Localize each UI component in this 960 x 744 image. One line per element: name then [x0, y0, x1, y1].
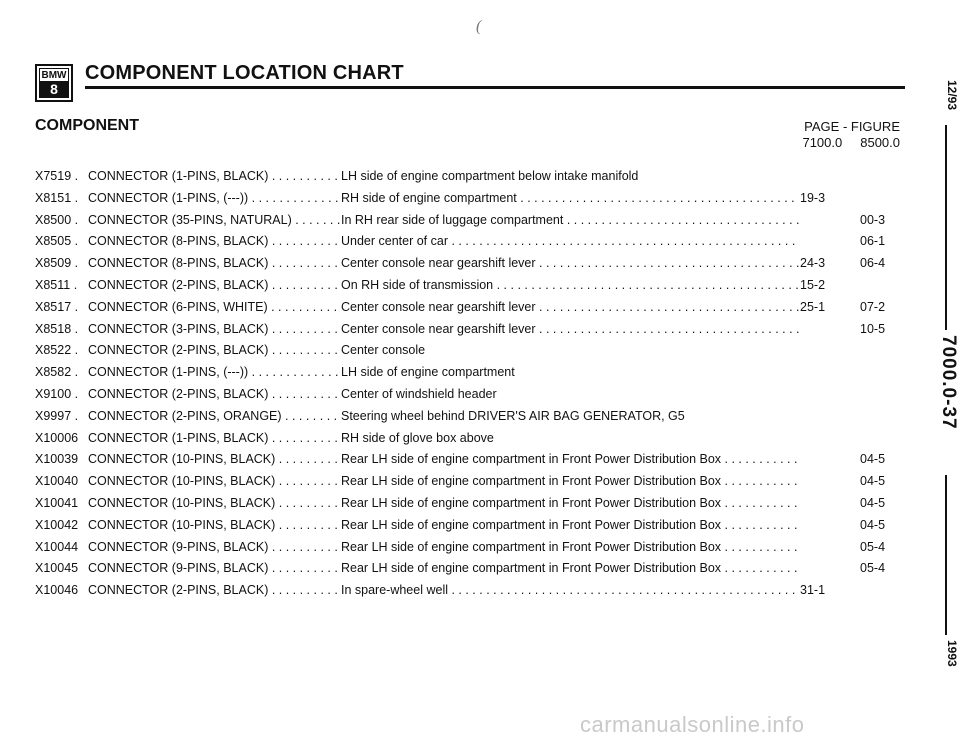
row-p2: 04-5 — [860, 452, 886, 467]
row-location: LH side of engine compartment — [341, 365, 515, 380]
page-figure-columns — [802, 135, 900, 151]
row-p1: 25-1 — [800, 299, 826, 314]
row-p2: 10-5 — [860, 321, 886, 336]
table-row — [35, 406, 905, 428]
title-rule — [85, 86, 905, 89]
table-row — [35, 537, 905, 559]
row-code: X10044 — [35, 539, 79, 554]
logo-series: 8 — [39, 81, 69, 98]
table-row — [35, 166, 905, 188]
row-component: CONNECTOR (9-PINS, BLACK) . . . — [88, 558, 340, 580]
row-location: On RH side of transmission . . . — [341, 275, 799, 297]
table-row — [35, 428, 905, 450]
row-code: X9997 . — [35, 408, 79, 423]
row-code: X8505 . — [35, 234, 79, 249]
row-location: Center console — [341, 343, 426, 358]
row-code: X10042 — [35, 517, 79, 532]
table-row — [35, 362, 905, 384]
table-row — [35, 558, 905, 580]
row-code: X8522 . — [35, 343, 79, 358]
row-component: CONNECTOR (1-PINS, (---)) . . . — [88, 188, 340, 210]
row-code: X8500 . — [35, 212, 79, 227]
row-component: CONNECTOR (10-PINS, BLACK) . . . — [88, 493, 340, 515]
side-page-id: 7000.0-37 — [938, 335, 959, 430]
table-row — [35, 449, 905, 471]
table-row — [35, 493, 905, 515]
bmw-logo — [35, 64, 73, 102]
table-row — [35, 188, 905, 210]
column-7100: 7100.0 — [802, 135, 843, 150]
row-location: Rear LH side of engine compartment in Front Power Distribution Box . . . — [341, 471, 799, 493]
row-location: Rear LH side of engine compartment in Front Power Distribution Box . . . — [341, 558, 799, 580]
table-row — [35, 384, 905, 406]
side-rule-bottom — [945, 475, 947, 635]
row-component: CONNECTOR (9-PINS, BLACK) . . . — [88, 537, 340, 559]
watermark: carmanualsonline.info — [580, 712, 805, 737]
row-location: Steering wheel behind DRIVER'S AIR BAG GENERATOR, G5 — [341, 408, 685, 423]
row-code: X9100 . — [35, 386, 79, 401]
row-code: X8517 . — [35, 299, 79, 314]
side-rule-top — [945, 125, 947, 330]
row-p1: 24-3 — [800, 256, 826, 271]
row-component: CONNECTOR (2-PINS, BLACK) . . . — [88, 580, 340, 602]
page-figure-header — [802, 119, 900, 151]
row-p1: 15-2 — [800, 277, 826, 292]
row-location: Center console near gearshift lever . . . — [341, 297, 799, 319]
row-location: Rear LH side of engine compartment in Front Power Distribution Box . . . — [341, 515, 799, 537]
row-p2: 05-4 — [860, 561, 886, 576]
row-component: CONNECTOR (2-PINS, BLACK) . . . — [88, 340, 340, 362]
row-location: RH side of glove box above — [341, 430, 494, 445]
row-location: In RH rear side of luggage compartment . . . — [341, 210, 799, 232]
row-p2: 06-4 — [860, 256, 886, 271]
side-date: 12/93 — [945, 80, 959, 111]
side-year: 1993 — [945, 640, 959, 667]
row-location: Center of windshield header — [341, 386, 497, 401]
row-component: CONNECTOR (10-PINS, BLACK) . . . — [88, 471, 340, 493]
row-code: X8509 . — [35, 256, 79, 271]
row-component: CONNECTOR (8-PINS, BLACK) . . . — [88, 231, 340, 253]
row-p2: 06-1 — [860, 234, 886, 249]
row-p1: 19-3 — [800, 190, 826, 205]
row-location: Center console near gearshift lever . . . — [341, 319, 799, 341]
logo-brand: BMW — [39, 68, 69, 82]
row-component: CONNECTOR (1-PINS, BLACK) . . . — [88, 166, 340, 188]
row-location: Rear LH side of engine compartment in Front Power Distribution Box . . . — [341, 493, 799, 515]
table-row — [35, 297, 905, 319]
table-row — [35, 340, 905, 362]
row-p2: 04-5 — [860, 474, 886, 489]
row-component: CONNECTOR (35-PINS, NATURAL) . . . — [88, 210, 340, 232]
row-p1: 31-1 — [800, 583, 826, 598]
table-row — [35, 231, 905, 253]
row-code: X10041 — [35, 495, 79, 510]
table-row — [35, 210, 905, 232]
table-row — [35, 515, 905, 537]
row-code: X7519 . — [35, 169, 79, 183]
row-code: X8582 . — [35, 365, 79, 380]
row-code: X8511 . — [35, 277, 78, 292]
table-row — [35, 580, 905, 602]
row-code: X10040 — [35, 474, 79, 489]
row-component: CONNECTOR (1-PINS, BLACK) . . . — [88, 428, 340, 450]
row-location: LH side of engine compartment below intake manifold — [341, 169, 639, 183]
row-code: X10045 — [35, 561, 79, 576]
row-component: CONNECTOR (2-PINS, BLACK) . . . — [88, 384, 340, 406]
component-column-header: COMPONENT — [35, 117, 139, 134]
row-location: Rear LH side of engine compartment in Front Power Distribution Box . . . — [341, 449, 799, 471]
row-component: CONNECTOR (1-PINS, (---)) . . . — [88, 362, 340, 384]
row-code: X8518 . — [35, 321, 79, 336]
row-code: X10039 — [35, 452, 79, 467]
row-component: CONNECTOR (3-PINS, BLACK) . . . — [88, 319, 340, 341]
row-p2: 07-2 — [860, 299, 886, 314]
stray-mark: ( — [476, 18, 482, 35]
row-code: X8151 . — [35, 190, 79, 205]
row-location: In spare-wheel well . . . — [341, 580, 799, 602]
row-component: CONNECTOR (8-PINS, BLACK) . . . — [88, 253, 340, 275]
row-p2: 00-3 — [860, 212, 886, 227]
row-component: CONNECTOR (2-PINS, ORANGE) . . . — [88, 406, 340, 428]
row-component: CONNECTOR (10-PINS, BLACK) . . . — [88, 449, 340, 471]
page-figure-label: PAGE - FIGURE — [804, 119, 900, 134]
column-8500: 8500.0 — [860, 135, 900, 150]
row-code: X10006 — [35, 430, 79, 445]
row-location: Under center of car . . . — [341, 231, 799, 253]
row-p2: 04-5 — [860, 517, 886, 532]
page-title: COMPONENT LOCATION CHART — [85, 62, 404, 84]
row-code: X10046 — [35, 583, 79, 598]
row-component: CONNECTOR (2-PINS, BLACK) . . . — [88, 275, 340, 297]
row-component: CONNECTOR (6-PINS, WHITE) . . . — [88, 297, 340, 319]
table-row — [35, 253, 905, 275]
side-margin — [935, 80, 959, 680]
row-location: RH side of engine compartment . . . — [341, 188, 799, 210]
row-location: Rear LH side of engine compartment in Front Power Distribution Box . . . — [341, 537, 799, 559]
row-p2: 04-5 — [860, 495, 886, 510]
row-p2: 05-4 — [860, 539, 886, 554]
table-row — [35, 275, 905, 297]
component-table — [35, 166, 905, 602]
table-row — [35, 471, 905, 493]
row-component: CONNECTOR (10-PINS, BLACK) . . . — [88, 515, 340, 537]
row-location: Center console near gearshift lever . . . — [341, 253, 799, 275]
table-row — [35, 319, 905, 341]
